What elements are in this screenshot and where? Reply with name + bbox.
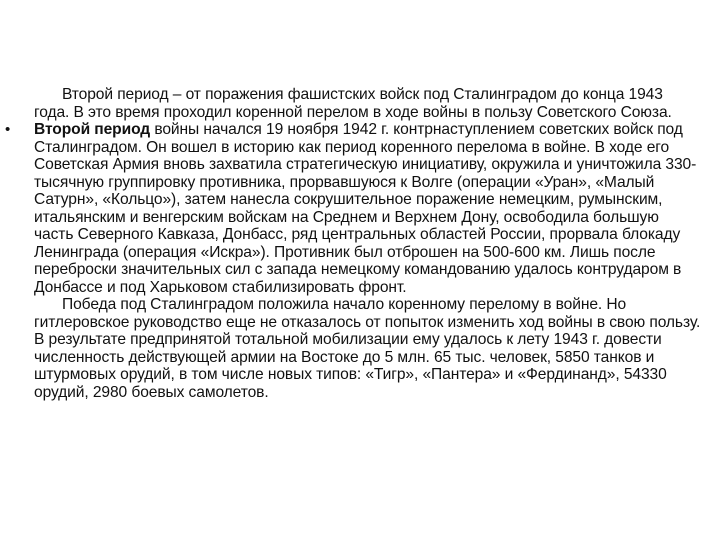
paragraph-intro [34,86,702,121]
bullet-icon: • [5,121,11,138]
paragraph-intro-text: Второй период – от поражения фашистских войск под Сталинградом до конца 1943 года. В это время проходил коренной перелом в ходе войны в пользу Советского Союза. [34,86,672,121]
stalingrad-victory-text: Победа под Сталинградом положила начало коренному перелому в войне. Но гитлеровское руководство еще не отказалось от попыток изменить ход войны в свою пользу. В результате предпринятой тотальной мобилизации ему удалось к лету 1943 г. довести численность действующей армии на Востоке до 5 млн. 65 тыс. человек, 5850 танков и штурмовых орудий, в том числе новых типов: «Тигр», «Пантера» и «Фердинанд», 54330 орудий, 2980 боевых самолетов. [34,296,701,401]
paragraph-second-period [5,121,702,296]
text-block [5,86,702,401]
second-period-heading: Второй период [34,121,151,138]
paragraph-stalingrad-victory [34,296,702,401]
second-period-text: войны начался 19 ноября 1942 г. контрнаступлением советских войск под Сталинградом. Он вошел в историю как период коренного перелома в войне. В ходе его Советская Армия вновь захватила стратегическую инициативу, окружила и уничтожила 330-тысячную группировку противника, прорвавшуюся к Волге (операции «Уран», «Малый Сатурн», «Кольцо»), затем нанесла сокрушительное поражение немецким, румынским, итальянским и венгерским войскам на Среднем и Верхнем Дону, освободила большую часть Северного Кавказа, Донбасс, ряд центральных областей России, прорвала блокаду Ленинграда (операция «Искра»). Противник был отброшен на 500-600 км. Лишь после переброски значительных сил с запада немецкому командованию удалось контрударом в Донбассе и под Харьковом стабилизировать фронт. [34,121,697,296]
